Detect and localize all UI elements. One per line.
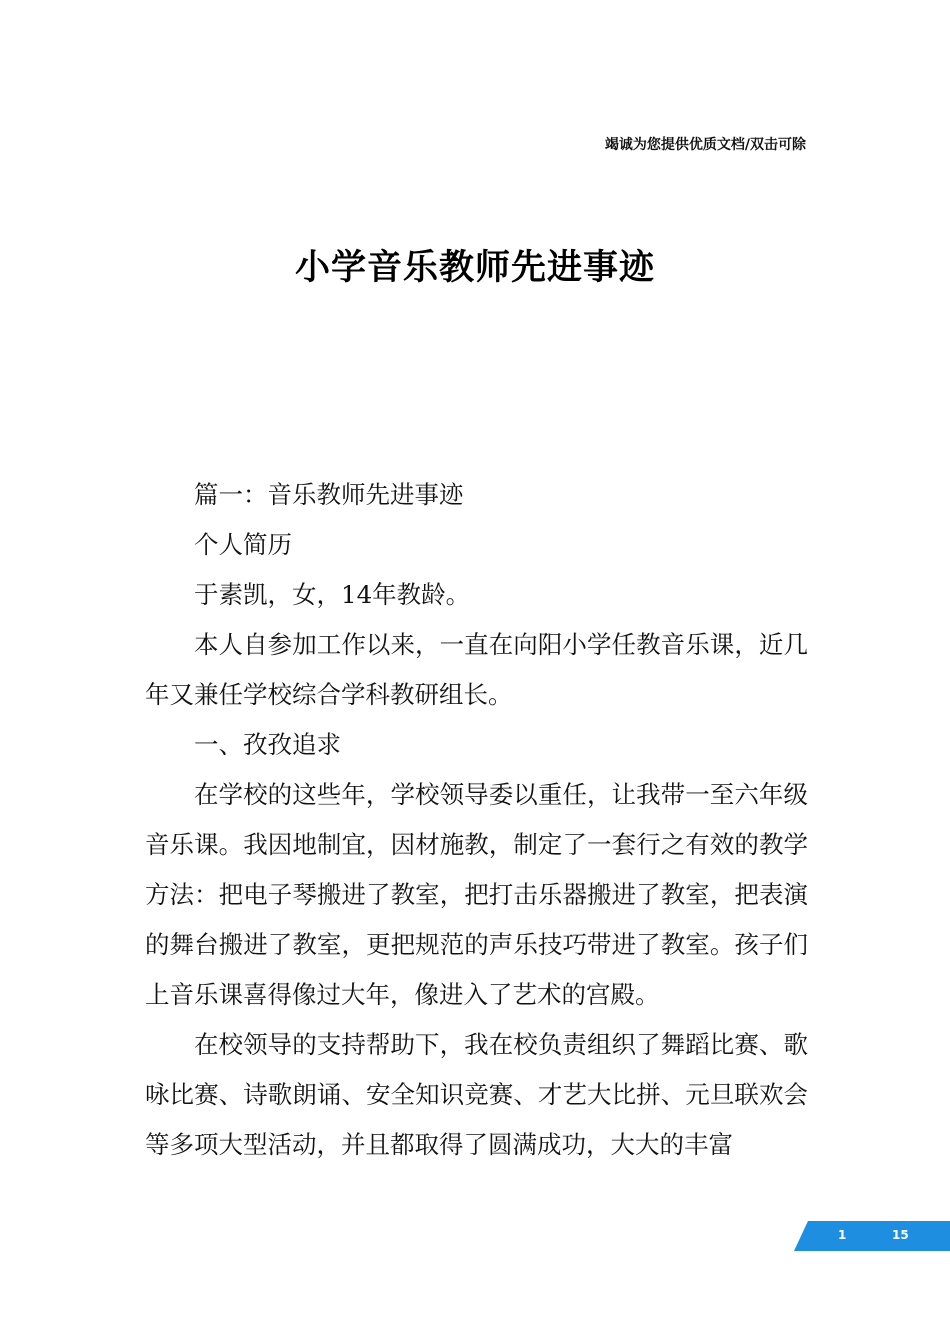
document-body — [145, 470, 808, 1170]
page-footer-band — [794, 1221, 950, 1251]
paragraph: 于素凯，女，14年教龄。 — [194, 580, 471, 609]
paragraph: 在学校的这些年，学校领导委以重任，让我带一至六年级音乐课。我因地制宜，因材施教，制定了一套行之有效的教学方法：把电子琴搬进了教室，把打击乐器搬进了教室，把表演的舞台搬进了教室，更把规范的声乐技巧带进了教室。孩子们上音乐课喜得像过大年，像进入了艺术的宫殿。 — [145, 780, 808, 1009]
paragraph: 本人自参加工作以来，一直在向阳小学任教音乐课，近几年又兼任学校综合学科教研组长。 — [145, 630, 808, 709]
paragraph: 在校领导的支持帮助下，我在校负责组织了舞蹈比赛、歌咏比赛、诗歌朗诵、安全知识竞赛、才艺大比拼、元旦联欢会等多项大型活动，并且都取得了圆满成功，大大的丰富 — [145, 1030, 808, 1159]
header-note: 竭诚为您提供优质文档/双击可除 — [604, 137, 806, 153]
page-total: 15 — [892, 1228, 909, 1242]
subheading-resume: 个人简历 — [194, 530, 292, 559]
section-heading: 篇一：音乐教师先进事迹 — [194, 480, 464, 509]
footer-band-shape — [794, 1221, 950, 1251]
document-title: 小学音乐教师先进事迹 — [294, 248, 655, 288]
subheading-pursuit: 一、孜孜追求 — [194, 730, 341, 759]
page-number: 1 — [838, 1228, 847, 1242]
